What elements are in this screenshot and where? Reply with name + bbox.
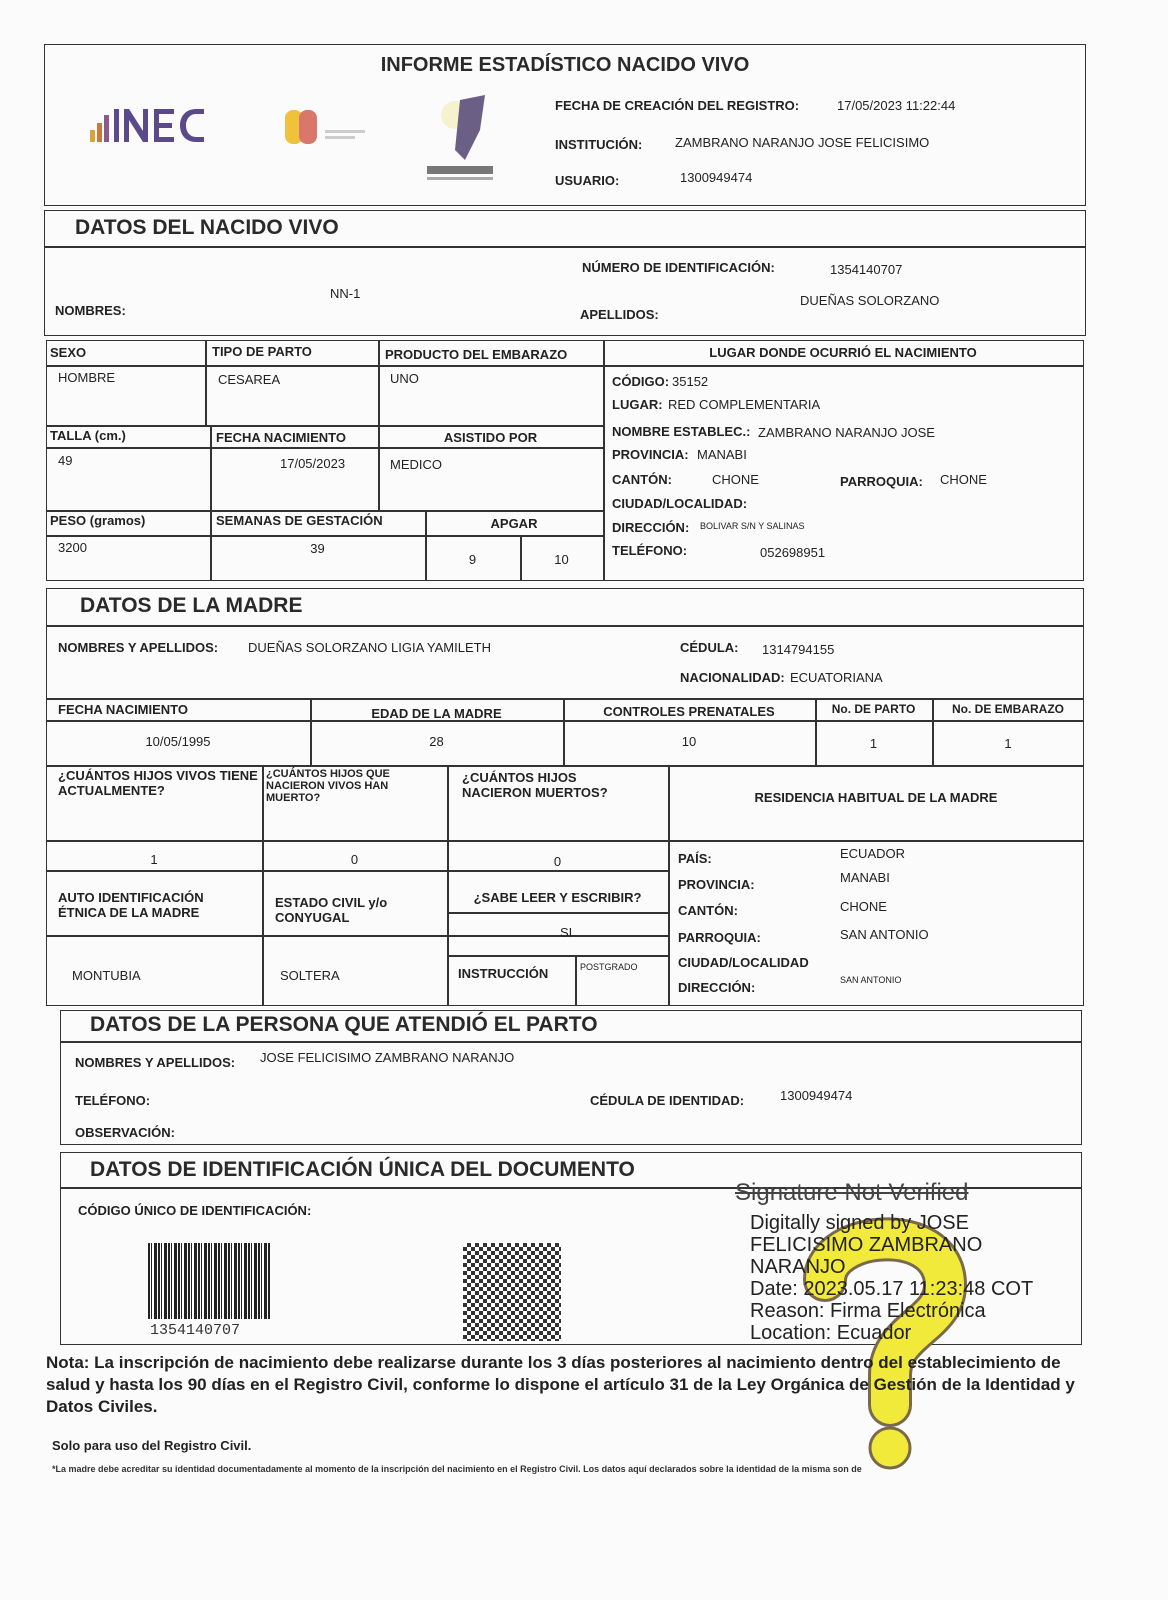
sexo-value: HOMBRE <box>58 370 116 385</box>
institucion-label: INSTITUCIÓN: <box>555 137 643 152</box>
signature-block <box>750 1212 1033 1344</box>
direccion-value: BOLIVAR S/N Y SALINAS <box>700 521 805 531</box>
semanas-label: SEMANAS DE GESTACIÓN <box>216 513 383 528</box>
tipo-parto-value: CESAREA <box>218 372 281 387</box>
etnia-value: MONTUBIA <box>72 968 141 983</box>
nombres-value: NN-1 <box>330 286 361 301</box>
codigo-label: CÓDIGO: <box>612 374 670 389</box>
registro-civil-logo <box>425 90 515 190</box>
res-parroquia-value: SAN ANTONIO <box>840 927 929 942</box>
disclaimer-text: *La madre debe acreditar su identidad documentadamente al momento de la inscripción del nacimiento en el Registro Civil. Los datos aquí declarados sobre la identidad de la misma son de <box>52 1464 862 1474</box>
controles-label: CONTROLES PRENATALES <box>603 704 775 719</box>
asistido-value: MEDICO <box>390 457 442 472</box>
usuario-label: USUARIO: <box>555 173 620 188</box>
madre-fecha-label: FECHA NACIMIENTO <box>58 702 188 717</box>
inec-logo <box>90 105 230 155</box>
section-title-nacido: DATOS DEL NACIDO VIVO <box>75 216 339 239</box>
producto-value: UNO <box>390 371 419 386</box>
nombres-label: NOMBRES: <box>55 303 126 318</box>
res-provincia-label: PROVINCIA: <box>678 877 755 892</box>
residencia-title: RESIDENCIA HABITUAL DE LA MADRE <box>754 790 998 805</box>
establec-value: ZAMBRANO NARANJO JOSE <box>758 425 935 440</box>
instruccion-label: INSTRUCCIÓN <box>458 966 549 981</box>
signature-date: Date: 2023.05.17 11:23:48 COT <box>750 1278 1034 1300</box>
lugar-title: LUGAR DONDE OCURRIÓ EL NACIMIENTO <box>709 345 977 360</box>
nacionalidad-value: ECUATORIANA <box>790 670 883 685</box>
lugar-value: RED COMPLEMENTARIA <box>668 397 821 412</box>
institucion-value: ZAMBRANO NARANJO JOSE FELICISIMO <box>675 135 930 150</box>
establec-label: NOMBRE ESTABLEC.: <box>612 424 751 439</box>
id-value: 1354140707 <box>830 262 903 277</box>
nota-text: Nota: La inscripción de nacimiento debe realizarse durante los 3 días posteriores al nacimiento dentro del establecimiento de salud y hasta los 90 días en el Registro Civil, conforme lo dispone el artículo 31 de la Ley Orgánica de Gestión de la Identidad y Datos Civiles. <box>46 1353 1075 1416</box>
signature-line2: FELICISIMO ZAMBRANO <box>750 1234 983 1256</box>
parto-label: No. DE PARTO <box>831 702 916 716</box>
res-canton-label: CANTÓN: <box>678 903 738 918</box>
tipo-parto-label: TIPO DE PARTO <box>212 344 312 359</box>
fecha-nac-value: 17/05/2023 <box>280 456 346 471</box>
barcode <box>148 1243 270 1319</box>
atendio-telefono-label: TELÉFONO: <box>75 1093 151 1108</box>
embarazo-label: No. DE EMBARAZO <box>952 702 1064 716</box>
id-label: NÚMERO DE IDENTIFICACIÓN: <box>582 260 775 275</box>
edad-value: 28 <box>429 734 444 749</box>
hijos-vivos-label: ¿CUÁNTOS HIJOS VIVOS TIENE ACTUALMENTE? <box>58 768 258 798</box>
talla-value: 49 <box>58 453 73 468</box>
leer-value: SI <box>560 925 573 940</box>
hijos-muertos-value: 0 <box>350 852 359 867</box>
atendio-cedula-label: CÉDULA DE IDENTIDAD: <box>590 1093 745 1108</box>
usuario-value: 1300949474 <box>680 170 753 185</box>
apellidos-value: DUEÑAS SOLORZANO <box>800 293 940 308</box>
barcode-number: 1354140707 <box>150 1322 241 1339</box>
res-ciudad-label: CIUDAD/LOCALIDAD <box>678 955 809 970</box>
observacion-label: OBSERVACIÓN: <box>75 1125 175 1140</box>
signature-line3: NARANJO <box>750 1256 846 1278</box>
direccion-label: DIRECCIÓN: <box>612 520 690 535</box>
talla-label: TALLA (cm.) <box>50 428 126 443</box>
leer-label: ¿SABE LEER Y ESCRIBIR? <box>473 890 642 905</box>
section-title-atendio: DATOS DE LA PERSONA QUE ATENDIÓ EL PARTO <box>90 1013 598 1036</box>
res-direccion-label: DIRECCIÓN: <box>678 980 756 995</box>
hijos-muertos-label: ¿CUÁNTOS HIJOS QUE NACIERON VIVOS HAN MUERTO? <box>266 768 390 804</box>
telefono-label: TELÉFONO: <box>612 543 688 558</box>
fecha-label: FECHA DE CREACIÓN DEL REGISTRO: <box>555 98 800 113</box>
nacidos-muertos-label: ¿CUÁNTOS HIJOS NACIERON MUERTOS? <box>462 770 608 800</box>
codigo-unico-label: CÓDIGO ÚNICO DE IDENTIFICACIÓN: <box>78 1203 312 1218</box>
etnia-label: AUTO IDENTIFICACIÓN ÉTNICA DE LA MADRE <box>58 890 204 920</box>
atendio-nombres-value: JOSE FELICISIMO ZAMBRANO NARANJO <box>260 1050 515 1065</box>
parroquia-label: PARROQUIA: <box>840 474 923 489</box>
ciudad-label: CIUDAD/LOCALIDAD: <box>612 496 748 511</box>
lugar-label: LUGAR: <box>612 397 663 412</box>
qr-code <box>463 1243 561 1341</box>
fecha-value: 17/05/2023 11:22:44 <box>837 98 956 113</box>
parto-value: 1 <box>869 736 878 751</box>
edad-label: EDAD DE LA MADRE <box>371 706 502 721</box>
estado-value: SOLTERA <box>280 968 340 983</box>
sexo-label: SEXO <box>50 345 87 360</box>
madre-fecha-value: 10/05/1995 <box>145 734 211 749</box>
solo-registro-text: Solo para uso del Registro Civil. <box>52 1438 252 1453</box>
msp-logo <box>285 110 405 155</box>
controles-value: 10 <box>681 734 697 749</box>
res-parroquia-label: PARROQUIA: <box>678 930 761 945</box>
madre-cedula-label: CÉDULA: <box>680 640 739 655</box>
res-provincia-value: MANABI <box>840 870 890 885</box>
section-title-ident: DATOS DE IDENTIFICACIÓN ÚNICA DEL DOCUMENTO <box>90 1158 635 1181</box>
canton-label: CANTÓN: <box>612 472 672 487</box>
atendio-nombres-label: NOMBRES Y APELLIDOS: <box>75 1055 236 1070</box>
hijos-vivos-value: 1 <box>150 852 158 867</box>
asistido-label: ASISTIDO POR <box>443 430 538 445</box>
res-canton-value: CHONE <box>840 899 887 914</box>
apellidos-label: APELLIDOS: <box>580 307 659 322</box>
res-direccion-value: SAN ANTONIO <box>840 975 902 985</box>
telefono-value: 052698951 <box>760 545 826 560</box>
madre-cedula-value: 1314794155 <box>762 642 835 657</box>
nacidos-muertos-value: 0 <box>553 854 562 869</box>
madre-nombres-value: DUEÑAS SOLORZANO LIGIA YAMILETH <box>248 640 491 655</box>
apgar-1-value: 9 <box>468 552 477 567</box>
signature-line1: Digitally signed by JOSE <box>750 1212 969 1234</box>
estado-label: ESTADO CIVIL y/o CONYUGAL <box>275 895 388 925</box>
signature-reason: Reason: Firma Electrónica <box>750 1300 986 1322</box>
fecha-nac-label: FECHA NACIMIENTO <box>216 430 346 445</box>
provincia-label: PROVINCIA: <box>612 447 689 462</box>
codigo-value: 35152 <box>672 374 709 389</box>
apgar-label: APGAR <box>490 516 538 531</box>
res-pais-value: ECUADOR <box>840 846 906 861</box>
semanas-value: 39 <box>310 541 325 556</box>
embarazo-value: 1 <box>1004 736 1012 751</box>
document-title: INFORME ESTADÍSTICO NACIDO VIVO <box>380 54 750 76</box>
apgar-2-value: 10 <box>554 552 569 567</box>
signature-status: Signature Not Verified <box>735 1179 969 1206</box>
nacionalidad-label: NACIONALIDAD: <box>680 670 785 685</box>
section-title-madre: DATOS DE LA MADRE <box>80 594 303 617</box>
producto-label: PRODUCTO DEL EMBARAZO <box>385 347 568 362</box>
provincia-value: MANABI <box>697 447 747 462</box>
instruccion-value: POSTGRADO <box>580 962 638 972</box>
peso-label: PESO (gramos) <box>50 513 146 528</box>
canton-value: CHONE <box>712 472 759 487</box>
atendio-cedula-value: 1300949474 <box>780 1088 853 1103</box>
nacido-table <box>46 340 1084 581</box>
signature-location: Location: Ecuador <box>750 1322 912 1344</box>
parroquia-value: CHONE <box>940 472 987 487</box>
madre-nombres-label: NOMBRES Y APELLIDOS: <box>58 640 219 655</box>
res-pais-label: PAÍS: <box>678 851 712 866</box>
peso-value: 3200 <box>58 540 87 555</box>
